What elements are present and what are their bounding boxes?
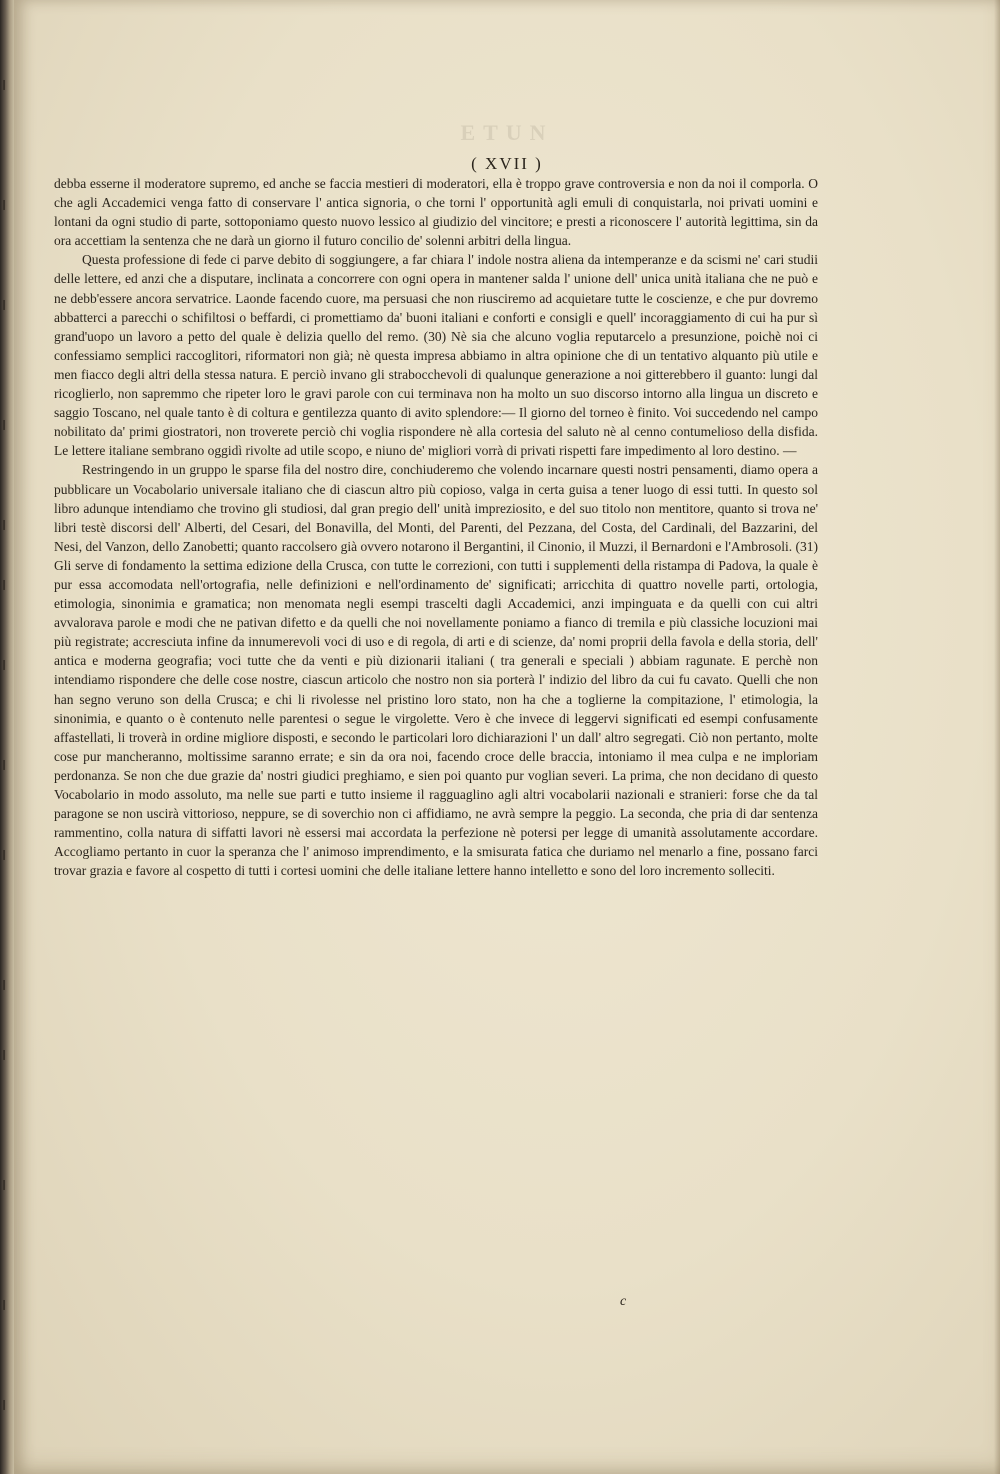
previous-page-text-marks — [3, 0, 13, 1474]
page-number: ( XVII ) — [471, 154, 543, 173]
page-edge-right — [994, 0, 1000, 1474]
signature-mark: c — [620, 1294, 627, 1309]
paragraph-1: debba esserne il moderatore supremo, ed anche se faccia mestieri di moderatori, ella è troppo grave controversia e non da noi il comporla. O che agli Accademici venga fatto di conservare l' antica signoria, o che torni l' opportunità agli emuli di conquistarla, noi privati uomini e lontani da ogni studio di parte, sottoponiamo questo nuovo lessico al giudizio del vincitore; e presti a riconoscere l' autorità legittima, sin da ora accettiam la sentenza che ne darà un giorno il futuro concilio de' solenni arbitri della lingua. — [54, 176, 818, 249]
body-text — [54, 174, 818, 880]
paragraph-2: Questa professione di fede ci parve debito di soggiungere, a far chiara l' indole nostra aliena da intemperanze e da scismi ne' cari studii delle lettere, ed anzi che a disputare, inclinata a concorrere con ogni opera in mantener salda l' unione dell' unica unità italiana che ne può e ne debb'essere ancora servatrice. Laonde facendo cuore, ma persuasi che non riusciremo ad acquietare tutte le coscienze, e che pur dovremo abbatterci a parecchi o schifiltosi o beffardi, ci promettiamo da' buoni italiani e conforti e consigli e quell' incoraggiamento di cui ha pur sì grand'uopo un lavoro a petto del quale è delizia quello del remo. (30) Nè sia che alcuno voglia reputarcelo a presunzione, poichè noi ci confessiamo semplici raccoglitori, riformatori non già; nè questa impresa abbiamo in altra opinione che di un tentativo alquanto più utile e men fiacco degli altri della stessa natura. E perciò invano gli strabocchevoli di qualunque generazione a noi gitterebbero il guanto: lungi dal ricoglierlo, non sapremmo che ripeter loro le gravi parole con cui terminava non ha molto un suo discorso intorno alla lingua un discreto e saggio Toscano, nel quale tanto è di coltura e gentilezza quanto di avito splendore:— Il giorno del torneo è finito. Voi succedendo nel campo nobilitato da' primi giostratori, non troverete perciò chi voglia rispondere nè alla cortesia del saluto nè al cenno contumelioso della disfida. Le lettere italiane sembrano oggidì rivolte ad utile scopo, e niuno de' migliori vorrà di privati rispetti fare impedimento al loro destino. — — [54, 252, 818, 459]
page — [14, 0, 1000, 1474]
bleed-through-text: ETUN — [460, 120, 554, 145]
previous-page-edge — [0, 0, 14, 1474]
paragraph-3: Restringendo in un gruppo le sparse fila del nostro dire, conchiuderemo che volendo incarnare questi nostri pensamenti, diamo opera a pubblicare un Vocabolario universale italiano che di ciascun altro più copioso, valga in certa guisa a tener luogo di essi tutti. In questo sol libro adunque intendiamo che trovino gli studiosi, dal gran pregio dell' unità impreziosito, e del suo titolo non mentitore, quanto si trova ne' libri testè discorsi dell' Alberti, del Cesari, del Bonavilla, del Monti, del Parenti, del Pezzana, del Costa, del Cardinali, del Bazzarini, del Nesi, del Vanzon, dello Zanobetti; quanto raccolsero già ovvero notarono il Bergantini, il Cinonio, il Muzzi, il Bernardoni e l'Ambrosoli. (31) Gli serve di fondamento la settima edizione della Crusca, con tutte le correzioni, con tutti i supplementi della ristampa di Padova, la quale è pur essa accomodata nell'ortografia, nelle definizioni e nell'ordinamento de' significati; arricchita di quattro novelle parti, ortologia, etimologia, sinonimia e gramatica; non menomata negli esempi trascelti dagli Accademici, anzi impinguata e da quelli con cui altri avvalorava parole e modi che ne pativan difetto e da quelli che noi novellamente poniamo a fianco di tremila e più classiche locuzioni mai più registrate; accresciuta infine da innumerevoli voci di uso e di regola, di arti e di scienze, da' nomi proprii della favola e della storia, dell' antica e moderna geografia; voci tutte che da venti e più dizionarii italiani ( tra generali e speciali ) abbiam ragunate. E perchè non intendiamo rispondere che delle cose nostre, ciascun articolo che nostro non sia porterà l' indizio del libro da cui fu cavato. Quelli che non han segno veruno son della Crusca; e chi li rivolesse nel pristino loro stato, non ha che a toglierne la compitazione, l' etimologia, la sinonimia, e quanto o è contenuto nelle parentesi o segue le virgolette. Vero è che invece di leggervi significati ed esempi confusamente affastellati, li troverà in ordine migliore disposti, e secondo le particolari loro dichiarazioni l' un dall' altro segregati. Ciò non pertanto, molte cose pur mancheranno, moltissime saranno errate; e sin da ora noi, facendo croce delle braccia, intoniamo il mea culpa e ne imploriam perdonanza. Se non che due grazie da' nostri giudici preghiamo, e sien poi quanto pur voglian severi. La prima, che non decidano di questo Vocabolario in modo assoluto, ma nelle sue parti e tutto insieme il ragguaglino agli altri vocabolarii nazionali e stranieri: forse che da tal paragone se non uscirà vittorioso, neppure, se di soverchio non ci affidiamo, ne avrà sempre la peggio. La seconda, che pria di dar sentenza rammentino, colla natura di siffatti lavori nè essersi mai accordata la perfezione nè potersi per legge di umanità assolutamente accordare. Accogliamo pertanto in cuor la speranza che l' animoso imprendimento, e la smisurata fatica che duriamo nel menarlo a fine, possano farci trovar grazia e favore al cospetto di tutti i cortesi uomini che delle italiane lettere hanno intelletto e sono del loro incremento solleciti. — [54, 462, 818, 879]
